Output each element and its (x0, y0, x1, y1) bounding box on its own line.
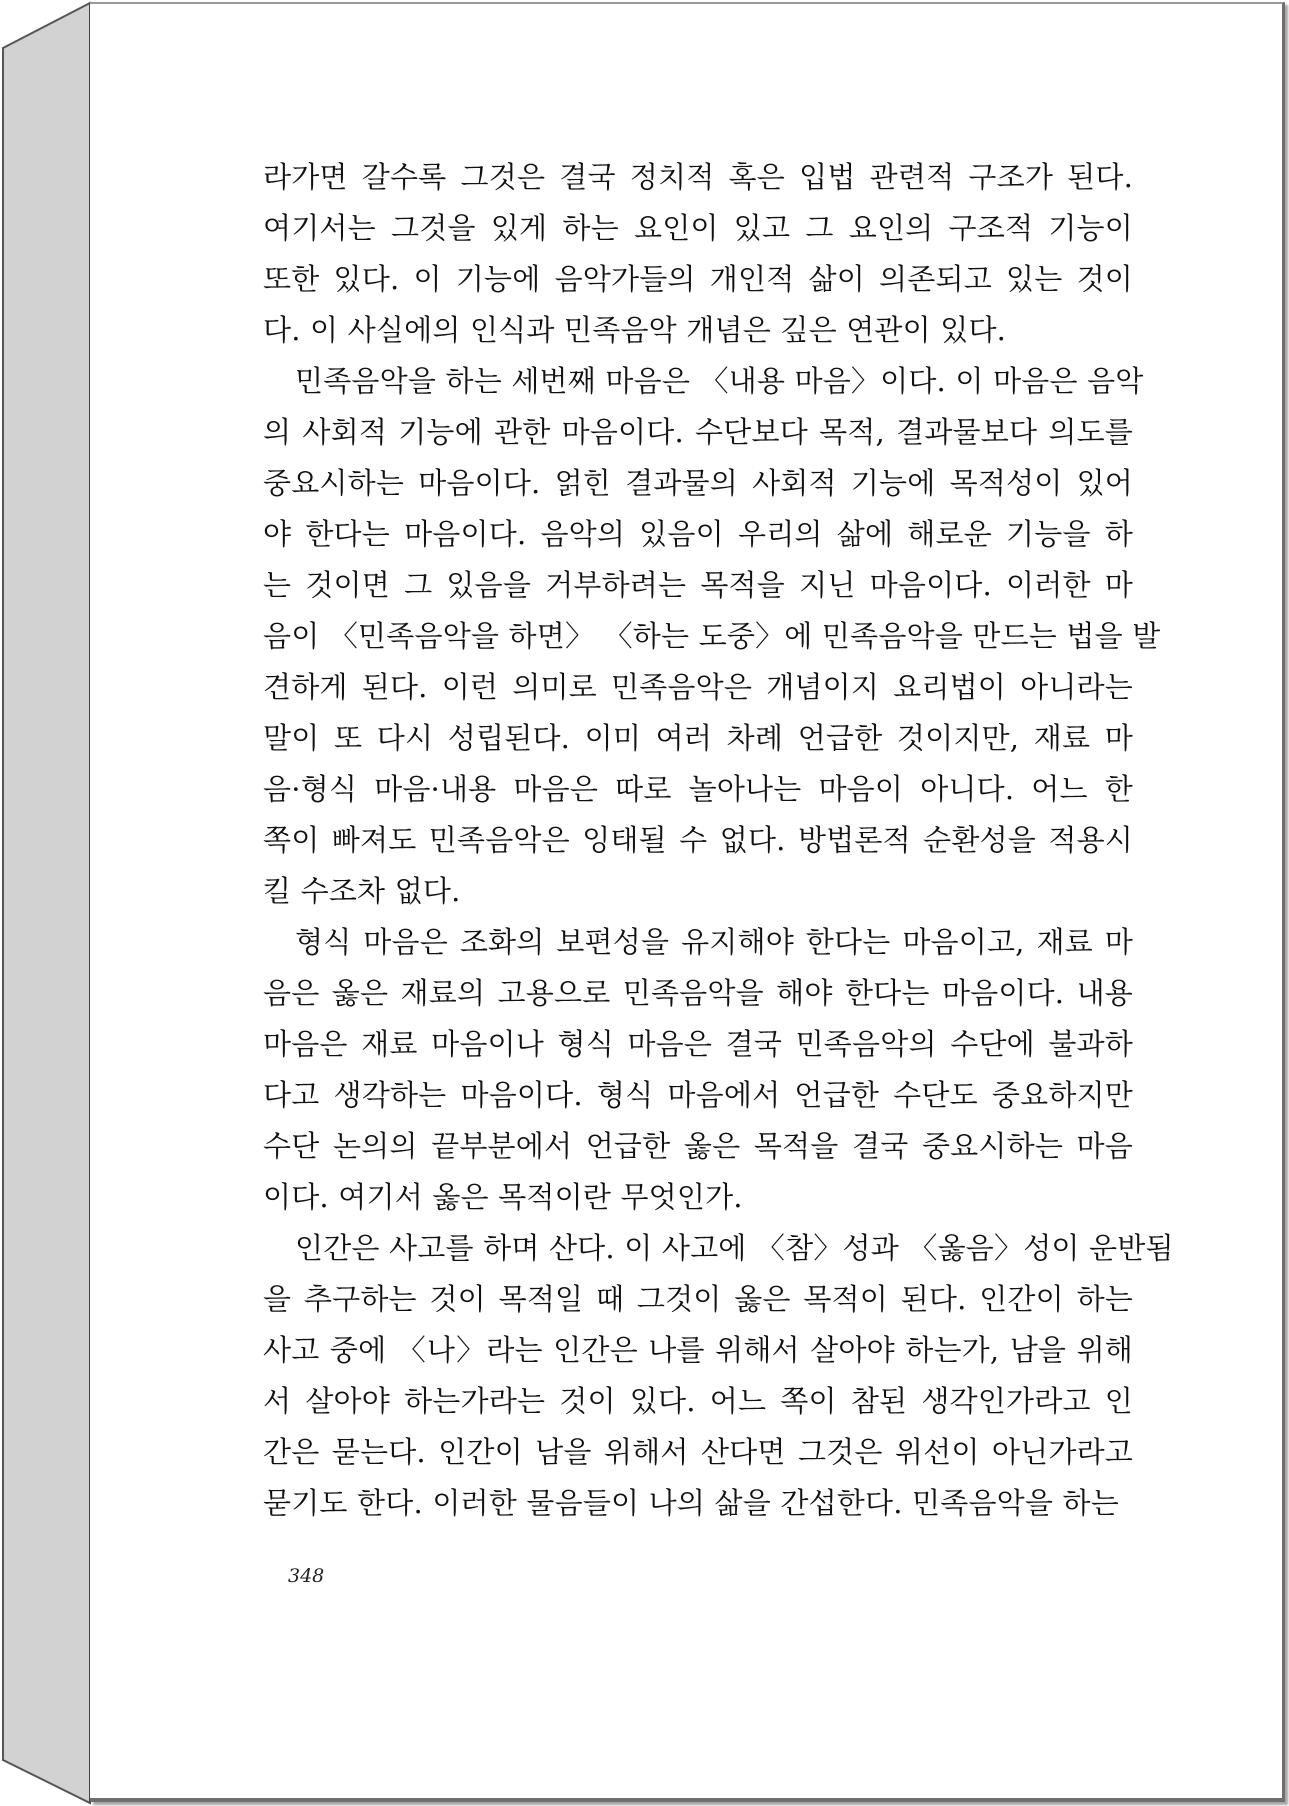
text-line: 킬 수조차 없다. (263, 874, 461, 908)
text-line: 서 살아야 하는가라는 것이 있다. 어느 쪽이 참된 생각인가라고 인 (263, 1384, 1133, 1418)
text-line: 중요시하는 마음이다. 얽힌 결과물의 사회적 기능에 목적성이 있어 (263, 466, 1133, 500)
text-line: 쪽이 빠져도 민족음악은 잉태될 수 없다. 방법론적 순환성을 적용시 (263, 823, 1133, 857)
text-line: 묻기도 한다. 이러한 물음들이 나의 삶을 간섭한다. 민족음악을 하는 (263, 1486, 1119, 1520)
text-line: 음·형식 마음·내용 마음은 따로 놀아나는 마음이 아니다. 어느 한 (263, 772, 1133, 806)
paragraph (263, 356, 1161, 917)
text-line: 음이 〈민족음악을 하면〉 〈하는 도중〉에 민족음악을 만드는 법을 발 (263, 619, 1161, 653)
text-line: 간은 묻는다. 인간이 남을 위해서 산다면 그것은 위선이 아닌가라고 (263, 1435, 1133, 1469)
text-line: 수단 논의의 끝부분에서 언급한 옳은 목적을 결국 중요시하는 마음 (263, 1129, 1133, 1163)
text-line: 을 추구하는 것이 목적일 때 그것이 옳은 목적이 된다. 인간이 하는 (263, 1282, 1133, 1316)
text-line: 이다. 여기서 옳은 목적이란 무엇인가. (263, 1180, 743, 1214)
text-line: 야 한다는 마음이다. 음악의 있음이 우리의 삶에 해로운 기능을 하 (263, 517, 1133, 551)
text-line: 다. 이 사실에의 인식과 민족음악 개념은 깊은 연관이 있다. (263, 313, 1007, 347)
text-line: 사고 중에 〈나〉라는 인간은 나를 위해서 살아야 하는가, 남을 위해 (263, 1333, 1133, 1367)
text-line: 또한 있다. 이 기능에 음악가들의 개인적 삶이 의존되고 있는 것이 (263, 262, 1133, 296)
text-line: 인간은 사고를 하며 산다. 이 사고에 〈참〉성과 〈옳음〉성이 운반됨 (295, 1231, 1174, 1265)
text-line: 민족음악을 하는 세번째 마음은 〈내용 마음〉이다. 이 마음은 음악 (295, 364, 1144, 398)
paragraph (263, 1223, 1174, 1529)
body-text (263, 152, 1174, 1529)
text-line: 형식 마음은 조화의 보편성을 유지해야 한다는 마음이고, 재료 마 (295, 925, 1133, 959)
paragraph (263, 152, 1133, 356)
text-line: 의 사회적 기능에 관한 마음이다. 수단보다 목적, 결과물보다 의도를 (263, 415, 1133, 449)
text-line: 여기서는 그것을 있게 하는 요인이 있고 그 요인의 구조적 기능이 (263, 211, 1133, 245)
text-line: 말이 또 다시 성립된다. 이미 여러 차례 언급한 것이지만, 재료 마 (263, 721, 1133, 755)
text-line: 라가면 갈수록 그것은 결국 정치적 혹은 입법 관련적 구조가 된다. (263, 160, 1133, 194)
text-line: 음은 옳은 재료의 고용으로 민족음악을 해야 한다는 마음이다. 내용 (263, 976, 1133, 1010)
text-line: 다고 생각하는 마음이다. 형식 마음에서 언급한 수단도 중요하지만 (263, 1078, 1133, 1112)
page-number: 348 (288, 1565, 325, 1587)
paragraph (263, 917, 1133, 1223)
page (90, 2, 1285, 1802)
text-line: 는 것이면 그 있음을 거부하려는 목적을 지닌 마음이다. 이러한 마 (263, 568, 1133, 602)
text-line: 마음은 재료 마음이나 형식 마음은 결국 민족음악의 수단에 불과하 (263, 1027, 1134, 1061)
text-line: 견하게 된다. 이런 의미로 민족음악은 개념이지 요리법이 아니라는 (263, 670, 1133, 704)
book-spine (0, 0, 95, 1806)
